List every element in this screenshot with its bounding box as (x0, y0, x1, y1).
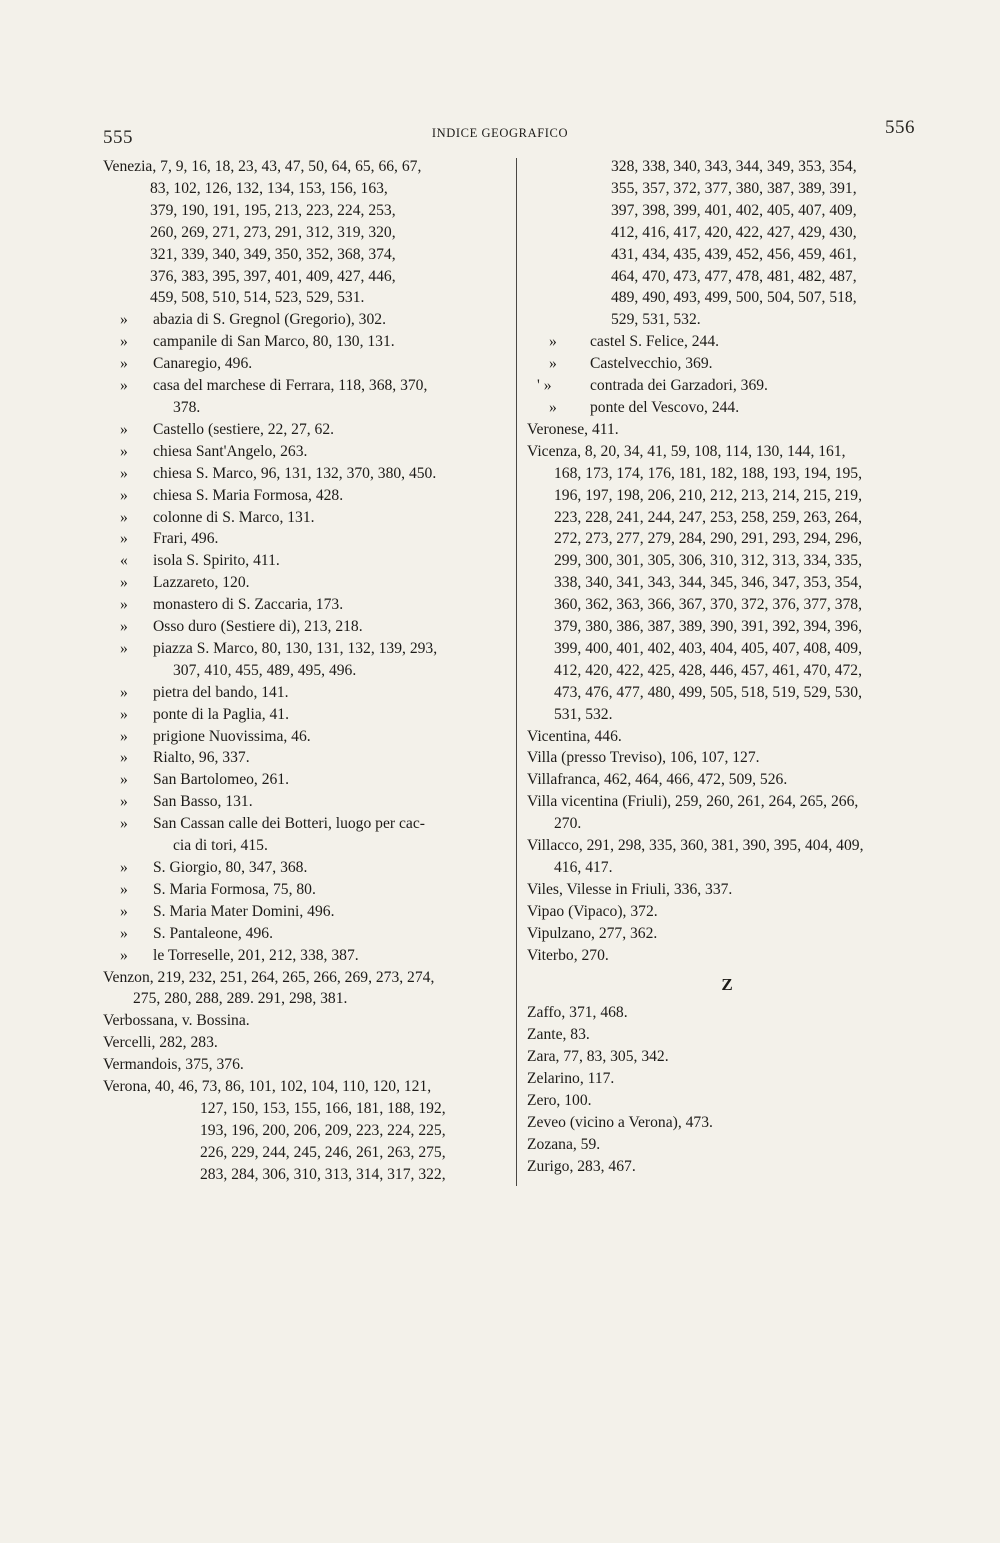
ditto-mark: » (120, 420, 128, 438)
ditto-mark: » (120, 442, 128, 460)
entry-continuation: 299, 300, 301, 305, 306, 310, 312, 313, 334, 335, (554, 552, 862, 570)
entry-heading: Vicenza, 8, 20, 34, 41, 59, 108, 114, 130, 144, 161, (527, 442, 846, 460)
subentry-text (153, 813, 510, 857)
index-subentry (527, 397, 947, 419)
index-entry (527, 1112, 947, 1134)
ditto-mark: » (549, 333, 557, 351)
ditto-mark: » (120, 639, 128, 657)
index-subentry (103, 638, 510, 682)
verona-continuation: 328, 338, 340, 343, 344, 349, 353, 354, (611, 158, 857, 175)
index-entry (103, 1032, 510, 1054)
index-entry (527, 1002, 947, 1024)
entry-heading: Vipao (Vipaco), 372. (527, 902, 658, 920)
subentry-line: San Bartolomeo, 261. (153, 771, 289, 789)
entry-heading: Verona, 40, 46, 73, 86, 101, 102, 104, 110, 120, 121, (103, 1078, 432, 1096)
subentry-text (153, 485, 510, 507)
subentry-text (153, 507, 510, 529)
subentry-text (153, 463, 510, 485)
entry-continuation: 416, 417. (554, 859, 613, 876)
subentry-continuation: cia di tori, 415. (173, 837, 268, 855)
index-column-right (527, 156, 947, 1178)
index-subentry (103, 353, 510, 375)
subentry-text (153, 726, 510, 748)
subentry-text (153, 375, 510, 419)
entry-heading: Vipulzano, 277, 362. (527, 924, 658, 942)
index-subentry (103, 528, 510, 550)
entry-heading: Venzon, 219, 232, 251, 264, 265, 266, 269, 273, 274, (103, 968, 435, 986)
entry-continuation: 260, 269, 271, 273, 291, 312, 319, 320, (150, 223, 396, 241)
entry-continuation: 321, 339, 340, 349, 350, 352, 368, 374, (150, 245, 396, 263)
subentry-line: colonne di S. Marco, 131. (153, 508, 315, 526)
entry-heading: Vercelli, 282, 283. (103, 1034, 218, 1052)
entry-heading: Zante, 83. (527, 1026, 590, 1044)
ditto-mark: » (120, 508, 128, 526)
ditto-mark: » (120, 815, 128, 833)
index-entry (527, 1156, 947, 1178)
ditto-mark: » (120, 355, 128, 373)
index-entry (103, 1054, 510, 1076)
subentry-line: Canaregio, 496. (153, 355, 253, 373)
subentry-text (153, 331, 510, 353)
index-subentry (103, 572, 510, 594)
index-entry (527, 835, 947, 879)
subentry-text (153, 704, 510, 726)
subentry-text (153, 528, 510, 550)
subentry-line: S. Maria Mater Domini, 496. (153, 902, 335, 920)
page-number-left: 555 (103, 127, 133, 148)
entry-heading: Villa vicentina (Friuli), 259, 260, 261, 264, 265, 266, (527, 793, 859, 811)
index-entry (527, 791, 947, 835)
subentry-text (153, 572, 510, 594)
index-subentry (527, 375, 947, 397)
index-entry (527, 923, 947, 945)
ditto-mark: » (120, 946, 128, 964)
subentry-line: chiesa S. Maria Formosa, 428. (153, 486, 344, 504)
ditto-mark: » (120, 574, 128, 592)
index-subentry (103, 769, 510, 791)
entry-continuation: 83, 102, 126, 132, 134, 153, 156, 163, (150, 179, 388, 197)
entry-continuation: 338, 340, 341, 343, 344, 345, 346, 347, 353, 354, (554, 574, 862, 592)
index-subentry (103, 682, 510, 704)
index-subentry (103, 726, 510, 748)
subentry-text: castel S. Felice, 244. (590, 333, 720, 351)
subentry-text: ponte del Vescovo, 244. (590, 398, 740, 416)
index-entry (527, 419, 947, 441)
entry-continuation: 275, 280, 288, 289. 291, 298, 381. (133, 990, 348, 1008)
subentry-line: campanile di San Marco, 80, 130, 131. (153, 333, 395, 351)
index-entry (103, 1076, 510, 1186)
subentry-text (153, 857, 510, 879)
page-header (0, 0, 1000, 150)
subentry-line: isola S. Spirito, 411. (153, 552, 280, 570)
subentry-continuation: 307, 410, 455, 489, 495, 496. (173, 661, 357, 679)
index-subentry (103, 857, 510, 879)
ditto-mark: ' » (537, 377, 552, 395)
subentry-line: Castello (sestiere, 22, 27, 62. (153, 420, 335, 438)
subentry-text: contrada dei Garzadori, 369. (590, 377, 768, 395)
entry-continuation: 168, 173, 174, 176, 181, 182, 188, 193, 194, 195, (554, 464, 862, 482)
index-subentry (103, 485, 510, 507)
subentry-line: piazza S. Marco, 80, 130, 131, 132, 139, 293, (153, 639, 438, 657)
index-subentry (103, 616, 510, 638)
subentry-text (153, 923, 510, 945)
subentry-line: San Cassan calle dei Botteri, luogo per cac- (153, 815, 425, 833)
ditto-mark: » (120, 727, 128, 745)
verona-continuation: 412, 416, 417, 420, 422, 427, 429, 430, (611, 223, 857, 241)
entry-continuation: 379, 190, 191, 195, 213, 223, 224, 253, (150, 201, 396, 219)
subentry-text (153, 309, 510, 331)
ditto-mark: » (120, 902, 128, 920)
index-entry (527, 901, 947, 923)
ditto-mark: » (120, 530, 128, 548)
subentry-text (153, 791, 510, 813)
entry-heading: Zeveo (vicino a Verona), 473. (527, 1113, 713, 1131)
subentry-line: monastero di S. Zaccaria, 173. (153, 596, 344, 614)
index-subentry (103, 813, 510, 857)
index-subentry (103, 594, 510, 616)
index-subentry (103, 375, 510, 419)
subentry-line: abazia di S. Gregnol (Gregorio), 302. (153, 311, 386, 329)
subentry-text (153, 594, 510, 616)
entry-heading: Zurigo, 283, 467. (527, 1157, 636, 1175)
ditto-mark: » (120, 924, 128, 942)
subentry-line: pietra del bando, 141. (153, 683, 289, 701)
index-subentry (103, 419, 510, 441)
verona-continuation: 355, 357, 372, 377, 380, 387, 389, 391, (611, 179, 857, 197)
index-entry (103, 967, 510, 1011)
subentry-continuation: 378. (173, 398, 201, 416)
subentry-line: Frari, 496. (153, 530, 219, 548)
entry-continuation: 379, 380, 386, 387, 389, 390, 391, 392, 394, 396, (554, 618, 862, 636)
index-entry (103, 1010, 510, 1032)
subentry-text (153, 550, 510, 572)
subentry-line: S. Giorgio, 80, 347, 368. (153, 859, 308, 876)
ditto-mark: » (120, 333, 128, 351)
entry-heading: Zaffo, 371, 468. (527, 1004, 628, 1022)
subentry-text (153, 945, 510, 967)
subentry-line: S. Maria Formosa, 75, 80. (153, 880, 316, 898)
entry-heading: Zelarino, 117. (527, 1070, 615, 1088)
ditto-mark: » (120, 596, 128, 614)
subentry-text (153, 879, 510, 901)
entry-heading: Villafranca, 462, 464, 466, 472, 509, 526. (527, 771, 788, 789)
index-subentry (103, 704, 510, 726)
index-entry (527, 1090, 947, 1112)
entry-heading: Viles, Vilesse in Friuli, 336, 337. (527, 880, 733, 898)
subentry-line: prigione Nuovissima, 46. (153, 727, 311, 745)
entry-heading: Venezia, 7, 9, 16, 18, 23, 43, 47, 50, 64, 65, 66, 67, (103, 158, 422, 175)
index-subentry (103, 463, 510, 485)
subentry-line: Lazzareto, 120. (153, 574, 250, 592)
entry-heading: Villacco, 291, 298, 335, 360, 381, 390, 395, 404, 409, (527, 837, 864, 855)
subentry-line: Rialto, 96, 337. (153, 749, 250, 767)
ditto-mark: » (120, 793, 128, 811)
index-entry (103, 156, 510, 309)
index-entry (527, 1068, 947, 1090)
index-subentry (103, 923, 510, 945)
subentry-text (153, 441, 510, 463)
entry-heading: Zozana, 59. (527, 1135, 601, 1153)
entry-heading: Villa (presso Treviso), 106, 107, 127. (527, 749, 760, 767)
subentry-line: chiesa S. Marco, 96, 131, 132, 370, 380, 450. (153, 464, 437, 482)
ditto-mark: » (120, 486, 128, 504)
entry-heading: Zara, 77, 83, 305, 342. (527, 1048, 669, 1066)
subentry-line: le Torreselle, 201, 212, 338, 387. (153, 946, 359, 964)
subentry-text (153, 901, 510, 923)
index-entry (527, 441, 947, 726)
ditto-mark: » (120, 880, 128, 898)
entry-continuation: 226, 229, 244, 245, 246, 261, 263, 275, (200, 1143, 446, 1161)
index-subentry (103, 441, 510, 463)
verona-continuation: 397, 398, 399, 401, 402, 405, 407, 409, (611, 201, 857, 219)
subentry-line: S. Pantaleone, 496. (153, 924, 273, 942)
page-number-right: 556 (885, 117, 915, 138)
entry-continuation: 223, 228, 241, 244, 247, 253, 258, 259, 263, 264, (554, 508, 862, 526)
verona-continuation: 529, 531, 532. (611, 311, 701, 329)
verona-continuation: 489, 490, 493, 499, 500, 504, 507, 518, (611, 289, 857, 307)
entry-heading: Verbossana, v. Bossina. (103, 1012, 250, 1030)
verona-continuation: 431, 434, 435, 439, 452, 456, 459, 461, (611, 245, 857, 263)
verona-continuation: 464, 470, 473, 477, 478, 481, 482, 487, (611, 267, 857, 285)
entry-heading: Veronese, 411. (527, 420, 619, 438)
ditto-mark: » (120, 311, 128, 329)
entry-heading: Vermandois, 375, 376. (103, 1056, 244, 1074)
ditto-mark: » (549, 355, 557, 373)
subentry-text (153, 616, 510, 638)
ditto-mark: » (120, 771, 128, 789)
subentry-text (153, 682, 510, 704)
ditto-mark: » (120, 683, 128, 701)
entry-continuation: 399, 400, 401, 402, 403, 404, 405, 407, 408, 409, (554, 639, 862, 657)
index-entry (527, 1024, 947, 1046)
entry-continuation: 127, 150, 153, 155, 166, 181, 188, 192, (200, 1099, 446, 1117)
index-entry (527, 879, 947, 901)
section-letter-z: Z (721, 974, 733, 994)
index-column-left (103, 156, 510, 1186)
entry-continuation: 376, 383, 395, 397, 401, 409, 427, 446, (150, 267, 396, 285)
index-subentry (103, 309, 510, 331)
index-subentry (103, 901, 510, 923)
entry-continuation: 531, 532. (554, 705, 613, 723)
index-entry (527, 1046, 947, 1068)
page-title: INDICE GEOGRAFICO (431, 126, 569, 140)
ditto-mark: » (120, 377, 128, 395)
index-subentry (103, 879, 510, 901)
index-entry (527, 769, 947, 791)
subentry-text (153, 769, 510, 791)
subentry-line: chiesa Sant'Angelo, 263. (153, 442, 308, 460)
subentry-line: San Basso, 131. (153, 793, 253, 811)
ditto-mark: » (120, 705, 128, 723)
ditto-mark: » (120, 618, 128, 636)
subentry-text: Castelvecchio, 369. (590, 355, 713, 373)
entry-continuation: 193, 196, 200, 206, 209, 223, 224, 225, (200, 1121, 446, 1139)
index-subentry (527, 331, 947, 353)
entry-continuation: 270. (554, 815, 582, 833)
entry-continuation: 360, 362, 363, 366, 367, 370, 372, 376, 377, 378, (554, 596, 862, 614)
entry-continuation: 196, 197, 198, 206, 210, 212, 213, 214, 215, 219, (554, 486, 862, 504)
subentry-line: Osso duro (Sestiere di), 213, 218. (153, 618, 363, 636)
index-subentry (103, 945, 510, 967)
entry-continuation: 459, 508, 510, 514, 523, 529, 531. (150, 289, 365, 307)
subentry-line: casa del marchese di Ferrara, 118, 368, 370, (153, 377, 428, 395)
subentry-text (153, 638, 510, 682)
entry-continuation: 473, 476, 477, 480, 499, 505, 518, 519, 529, 530, (554, 683, 862, 701)
index-subentry (527, 353, 947, 375)
subentry-text (153, 353, 510, 375)
subentry-text (153, 419, 510, 441)
ditto-mark: » (549, 398, 557, 416)
index-entry (527, 747, 947, 769)
entry-heading: Vicentina, 446. (527, 727, 622, 745)
index-subentry (103, 747, 510, 769)
entry-heading: Viterbo, 270. (527, 946, 609, 964)
index-entry (527, 726, 947, 748)
column-divider (516, 158, 517, 1186)
subentry-text (153, 747, 510, 769)
index-subentry (103, 791, 510, 813)
ditto-mark: « (120, 552, 128, 570)
entry-continuation: 283, 284, 306, 310, 313, 314, 317, 322, (200, 1165, 446, 1183)
entry-continuation: 412, 420, 422, 425, 428, 446, 457, 461, 470, 472, (554, 661, 862, 679)
index-entry (527, 945, 947, 967)
index-entry (527, 1134, 947, 1156)
index-subentry (103, 331, 510, 353)
subentry-line: ponte di la Paglia, 41. (153, 705, 289, 723)
ditto-mark: » (120, 749, 128, 767)
ditto-mark: » (120, 859, 128, 876)
entry-continuation: 272, 273, 277, 279, 284, 290, 291, 293, 294, 296, (554, 530, 862, 548)
index-subentry (103, 507, 510, 529)
ditto-mark: » (120, 464, 128, 482)
entry-heading: Zero, 100. (527, 1092, 592, 1110)
index-subentry (103, 550, 510, 572)
